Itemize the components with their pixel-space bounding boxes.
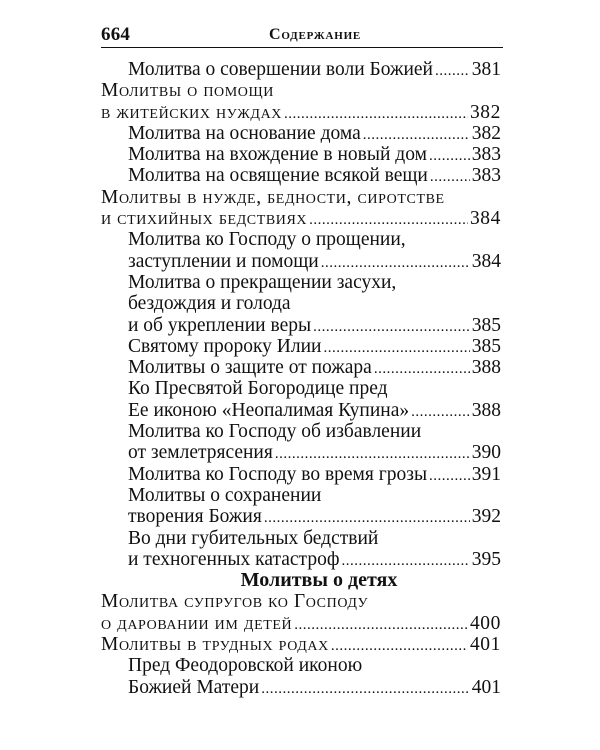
toc-entry bbox=[101, 165, 503, 186]
toc-entry bbox=[101, 400, 503, 421]
section-heading: Молитвы о детях bbox=[240, 569, 398, 592]
toc-entry-page: 381 bbox=[471, 59, 501, 80]
toc-entry-title: Божией Матери bbox=[128, 676, 260, 698]
toc-entry bbox=[101, 442, 503, 463]
toc-entry-title: от землетрясения bbox=[128, 442, 273, 464]
header-rule bbox=[101, 47, 503, 48]
toc-entry bbox=[101, 357, 503, 378]
toc-entry-title: Ее иконою «Неопалимая Купина» bbox=[128, 399, 410, 421]
toc-leader-dots bbox=[321, 253, 470, 274]
toc-leader-dots bbox=[313, 317, 470, 338]
toc-entry-title: Молитва о совершении воли Божией bbox=[128, 59, 433, 80]
toc-entry-page: 383 bbox=[471, 144, 501, 166]
page-number: 664 bbox=[101, 24, 131, 45]
toc-entry-title: Молитвы о защите от пожара bbox=[128, 357, 372, 379]
toc-entry bbox=[101, 528, 503, 549]
toc-entry bbox=[101, 421, 503, 442]
toc-entry-title: Молитва ко Господу о прощении, bbox=[128, 229, 406, 251]
toc-entry-title: Молитва ко Господу во время грозы bbox=[128, 463, 428, 485]
toc-entry-page: 383 bbox=[471, 165, 501, 187]
toc-leader-dots bbox=[275, 444, 470, 465]
toc-leader-dots bbox=[430, 167, 470, 188]
toc-leader-dots bbox=[261, 679, 470, 700]
toc-entry-title: в житейских нуждах bbox=[101, 101, 282, 123]
toc-entry-title: Молитва на основание дома bbox=[128, 122, 361, 144]
toc-entry-page: 382 bbox=[471, 122, 501, 144]
toc-entry-title: и стихийных бедствиях bbox=[101, 208, 308, 230]
toc-entry-page: 401 bbox=[471, 676, 501, 698]
toc-leader-dots bbox=[435, 61, 470, 82]
toc-entry bbox=[101, 315, 503, 336]
table-of-contents bbox=[101, 59, 503, 698]
toc-entry-title: Молитвы в трудных родах bbox=[101, 634, 329, 656]
toc-entry-page: 385 bbox=[471, 335, 501, 357]
toc-leader-dots bbox=[264, 508, 470, 529]
toc-entry-title: Молитва на освящение всякой вещи bbox=[128, 165, 428, 187]
running-head: Содержание bbox=[269, 26, 362, 43]
toc-entry-title: о даровании им детей bbox=[101, 612, 293, 634]
toc-entry bbox=[101, 208, 503, 229]
toc-entry bbox=[101, 613, 503, 634]
toc-entry bbox=[101, 123, 503, 144]
toc-entry-page: 401 bbox=[469, 634, 501, 656]
toc-entry-page: 388 bbox=[471, 357, 501, 379]
toc-entry bbox=[101, 59, 503, 80]
toc-leader-dots bbox=[363, 125, 470, 146]
toc-entry bbox=[101, 634, 503, 655]
toc-leader-dots bbox=[374, 359, 470, 380]
toc-entry-page: 392 bbox=[471, 506, 501, 528]
toc-entry-title: Святому пророку Илии bbox=[128, 335, 322, 357]
toc-leader-dots bbox=[429, 146, 470, 167]
toc-entry bbox=[101, 293, 503, 314]
toc-entry-page: 385 bbox=[471, 314, 501, 336]
page-header bbox=[101, 22, 503, 50]
toc-leader-dots bbox=[284, 104, 468, 125]
toc-entry-title: Молитва о прекращении засухи, bbox=[128, 271, 397, 293]
toc-entry-title: Молитва на вхождение в новый дом bbox=[128, 144, 427, 166]
toc-leader-dots bbox=[294, 615, 468, 636]
toc-entry bbox=[101, 272, 503, 293]
toc-entry bbox=[101, 549, 503, 570]
toc-entry-title: и об укреплении веры bbox=[128, 314, 312, 336]
toc-entry bbox=[101, 187, 503, 208]
toc-entry-title: Ко Пресвятой Богородице пред bbox=[128, 378, 388, 400]
toc-entry-title: Молитвы в нужде, бедности, сиротстве bbox=[101, 186, 445, 208]
toc-entry-title: и техногенных катастроф bbox=[128, 548, 340, 570]
toc-entry-title: Пред Феодоровской иконою bbox=[128, 655, 363, 677]
toc-leader-dots bbox=[323, 338, 469, 359]
toc-entry-page: 382 bbox=[469, 101, 501, 123]
toc-entry bbox=[101, 591, 503, 612]
toc-leader-dots bbox=[411, 402, 470, 423]
toc-entry-page: 390 bbox=[471, 442, 501, 464]
toc-entry bbox=[101, 102, 503, 123]
toc-entry-page: 388 bbox=[471, 399, 501, 421]
toc-entry-title: Молитвы о помощи bbox=[101, 80, 274, 102]
toc-entry-title: творения Божия bbox=[128, 506, 262, 528]
toc-entry-title: заступлении и помощи bbox=[128, 250, 319, 272]
toc-entry-title: Во дни губительных бедствий bbox=[128, 527, 379, 549]
toc-entry bbox=[101, 506, 503, 527]
toc-leader-dots bbox=[429, 466, 470, 487]
toc-entry bbox=[101, 677, 503, 698]
toc-entry bbox=[101, 80, 503, 101]
toc-leader-dots bbox=[309, 210, 468, 231]
toc-entry-page: 395 bbox=[471, 548, 501, 570]
toc-entry bbox=[101, 144, 503, 165]
toc-entry-title: бездождия и голода bbox=[128, 293, 291, 315]
toc-entry bbox=[101, 251, 503, 272]
toc-entry bbox=[101, 464, 503, 485]
toc-entry bbox=[101, 229, 503, 250]
toc-entry bbox=[101, 655, 503, 676]
toc-entry-page: 384 bbox=[469, 208, 501, 230]
toc-entry-page: 384 bbox=[471, 250, 501, 272]
toc-entry-title: Молитва супругов ко Господу bbox=[101, 591, 369, 613]
toc-entry bbox=[101, 378, 503, 399]
toc-entry bbox=[101, 336, 503, 357]
toc-leader-dots bbox=[331, 636, 468, 657]
toc-entry-page: 391 bbox=[471, 463, 501, 485]
toc-entry bbox=[101, 485, 503, 506]
toc-entry-title: Молитвы о сохранении bbox=[128, 484, 322, 506]
toc-entry-title: Молитва ко Господу об избавлении bbox=[128, 421, 422, 443]
toc-entry-page: 400 bbox=[469, 612, 501, 634]
